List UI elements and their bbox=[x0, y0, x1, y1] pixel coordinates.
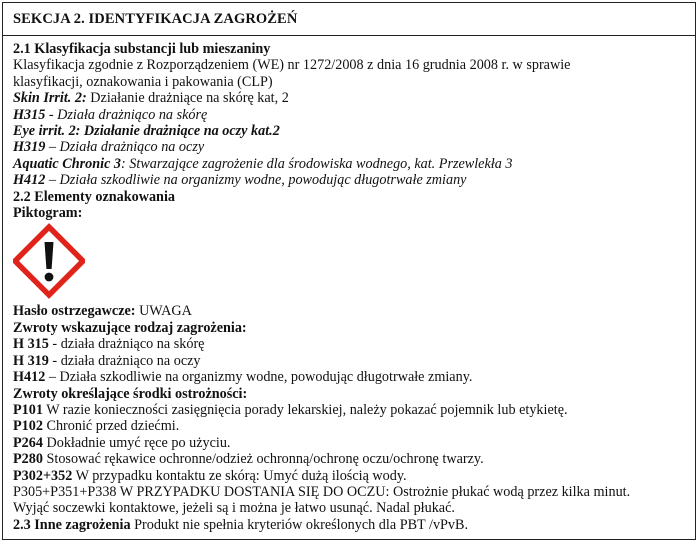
hazard-statement-h315 bbox=[13, 336, 687, 352]
section-body bbox=[13, 41, 687, 533]
hazard-code: H 315 bbox=[13, 336, 49, 353]
precaution-p101 bbox=[13, 402, 687, 418]
signal-word: UWAGA bbox=[135, 303, 192, 320]
pictogram-label: Piktogram: bbox=[13, 205, 83, 222]
signal-word-line bbox=[13, 303, 687, 319]
precaution-p280 bbox=[13, 451, 687, 467]
hazard-code: H319 bbox=[13, 139, 46, 156]
hazard-code: H412 bbox=[13, 369, 46, 386]
other-hazards-text: Produkt nie spełnia kryteriów określonych dla PBT /vPvB. bbox=[130, 516, 469, 533]
hazard-text: – Działa szkodliwie na organizmy wodne, powodując długotrwałe zmiany bbox=[45, 172, 467, 189]
precaution-p305-line-2: Wyjąć soczewki kontaktowe, jeżeli są i można je łatwo usunąć. Nadal płukać. bbox=[13, 500, 455, 517]
hazard-statement-h319 bbox=[13, 353, 687, 369]
precaution-p302-352 bbox=[13, 468, 687, 484]
precaution-code: P302+352 bbox=[13, 467, 73, 484]
hazard-text: - działa drażniąco na oczy bbox=[48, 352, 201, 369]
classification-intro-line-2: klasyfikacji, oznakowania i pakowania (CLP) bbox=[13, 73, 273, 90]
classification-skin-irrit bbox=[13, 90, 687, 106]
classification-text: Eye irrit. 2: Działanie drażniące na oczy kat.2 bbox=[13, 123, 280, 140]
classification-code: Skin Irrit. 2: bbox=[13, 90, 87, 107]
heading-2-2: 2.2 Elementy oznakowania bbox=[13, 188, 175, 205]
precaution-p102 bbox=[13, 418, 687, 434]
section-header bbox=[3, 3, 695, 36]
precaution-text: W razie konieczności zasięgnięcia porady lekarskiej, należy pokazać pojemnik lub etykietę. bbox=[42, 401, 568, 418]
precaution-text: Stosować rękawice ochronne/odzież ochronną/ochronę oczu/ochronę twarzy. bbox=[42, 451, 484, 468]
classification-intro-line-1: Klasyfikacja zgodnie z Rozporządzeniem (WE) nr 1272/2008 z dnia 16 grudnia 2008 r. w sprawie bbox=[13, 57, 571, 74]
hazard-code: H412 bbox=[13, 172, 46, 189]
classification-code: Aquatic Chronic 3 bbox=[13, 155, 122, 172]
classification-aquatic bbox=[13, 156, 687, 172]
hazard-code: H315 bbox=[13, 106, 46, 123]
precaution-text: W przypadku kontaktu ze skórą: Umyć dużą ilością wody. bbox=[72, 467, 407, 484]
precaution-code: P264 bbox=[13, 434, 43, 451]
precaution-code: P102 bbox=[13, 418, 43, 435]
pictogram-container bbox=[13, 223, 687, 303]
hazard-code: H 319 bbox=[13, 352, 49, 369]
precaution-text: Chronić przed dziećmi. bbox=[42, 418, 180, 435]
heading-2-3: 2.3 Inne zagrożenia bbox=[13, 516, 131, 533]
classification-text: : Stwarzające zagrożenie dla środowiska wodnego, kat. Przewlekła 3 bbox=[121, 155, 513, 172]
precautionary-statements-heading: Zwroty określające środki ostrożności: bbox=[13, 385, 248, 402]
hazard-text: – Działa drażniąco na oczy bbox=[45, 139, 205, 156]
hazard-text: - Działa drażniąco na skórę bbox=[45, 106, 208, 123]
heading-2-1: 2.1 Klasyfikacja substancji lub mieszaniny bbox=[13, 41, 271, 57]
hazard-statements-heading: Zwroty wskazujące rodzaj zagrożenia: bbox=[13, 319, 247, 336]
classification-text: Działanie drażniące na skórę kat, 2 bbox=[86, 90, 289, 107]
section-title: SEKCJA 2. IDENTYFIKACJA ZAGROŻEŃ bbox=[13, 11, 298, 27]
classification-h319 bbox=[13, 139, 687, 155]
classification-eye-irrit bbox=[13, 123, 687, 139]
classification-h315 bbox=[13, 107, 687, 123]
hazard-statement-h412 bbox=[13, 369, 687, 385]
signal-word-label: Hasło ostrzegawcze: bbox=[13, 303, 136, 320]
precaution-text: Dokładnie umyć ręce po użyciu. bbox=[42, 434, 231, 451]
precaution-code: P101 bbox=[13, 401, 43, 418]
section-frame bbox=[2, 2, 696, 540]
hazard-text: - działa drażniąco na skórę bbox=[48, 336, 205, 353]
other-hazards-line bbox=[13, 517, 687, 533]
exclamation-mark-diamond-icon bbox=[13, 223, 85, 299]
classification-h412 bbox=[13, 172, 687, 188]
precaution-p264 bbox=[13, 435, 687, 451]
hazard-text: – Działa szkodliwie na organizmy wodne, powodując długotrwałe zmiany. bbox=[45, 369, 473, 386]
precaution-p305-line-1: P305+P351+P338 W PRZYPADKU DOSTANIA SIĘ DO OCZU: Ostrożnie płukać wodą przez kilka minut. bbox=[13, 483, 631, 500]
precaution-code: P280 bbox=[13, 451, 43, 468]
